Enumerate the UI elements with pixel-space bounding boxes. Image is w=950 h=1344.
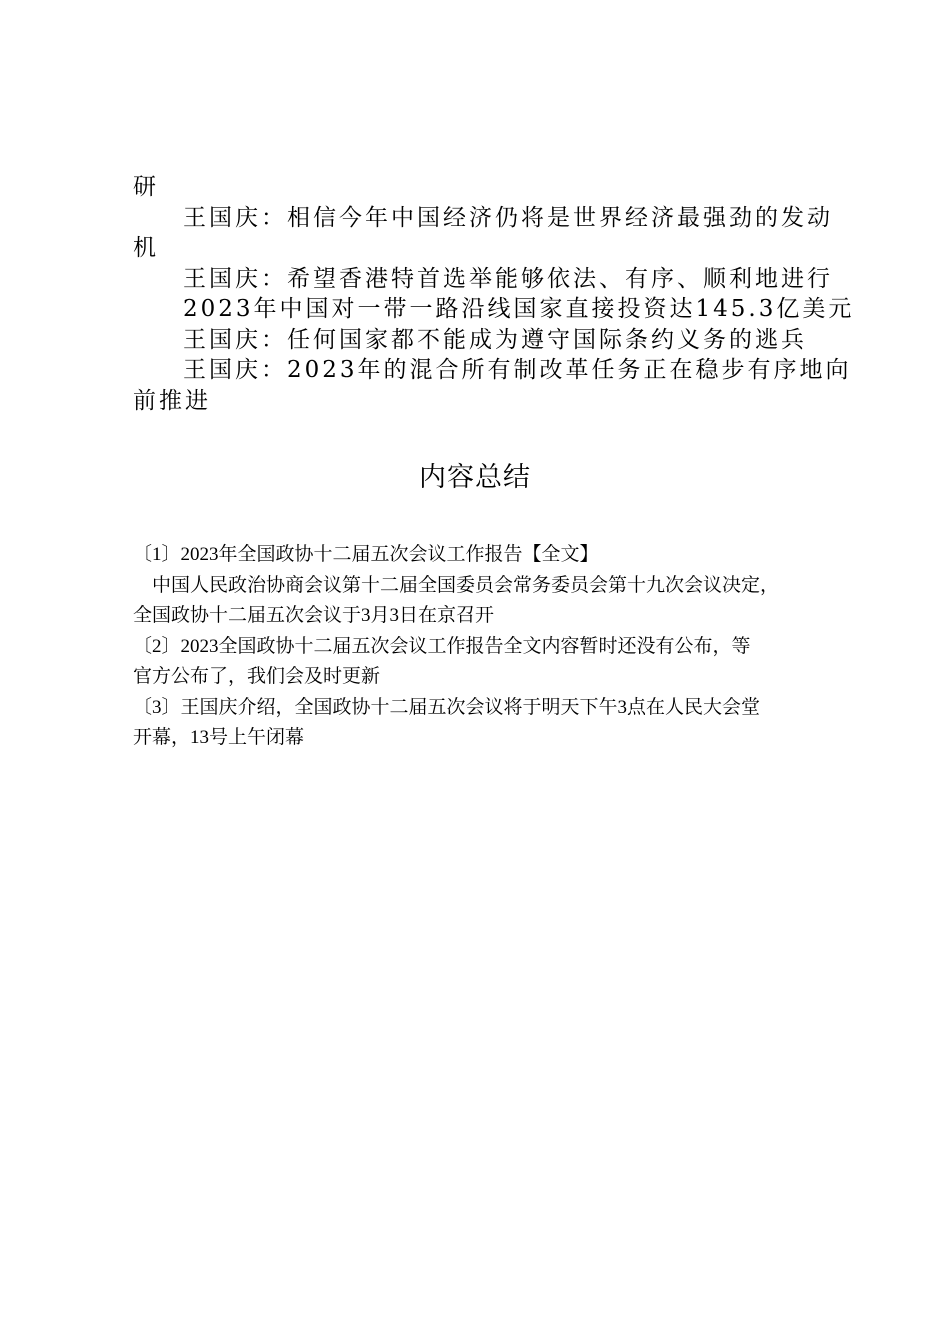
article-link[interactable]: 王国庆：希望香港特首选举能够依法、有序、顺利地进行 [183,265,833,292]
summary-line: 中国人民政治协商会议第十二届全国委员会常务委员会第十九次会议决定， [152,574,780,596]
summary-title: 内容总结 [419,462,531,493]
summary-line: 开幕，13号上午闭幕 [133,727,305,748]
article-link[interactable]: 王国庆：相信今年中国经济仍将是世界经济最强劲的发动 [183,204,833,231]
article-list [133,172,855,416]
article-link[interactable]: 2023年中国对一带一路沿线国家直接投资达145.3亿美元 [183,296,855,322]
summary-line: 全国政协十二届五次会议于3月3日在京召开 [133,605,495,626]
summary-line: 〔2〕2023全国政协十二届五次会议工作报告全文内容暂时还没有公布，等 [133,635,751,657]
summary-line: 〔3〕王国庆介绍，全国政协十二届五次会议将于明天下午3点在人民大会堂 [133,696,761,718]
summary-line: 官方公布了，我们会及时更新 [133,666,381,687]
text-line: 机 [133,235,159,261]
summary-line: 〔1〕2023年全国政协十二届五次会议工作报告【全文】 [133,544,599,565]
article-link[interactable]: 王国庆：任何国家都不能成为遵守国际条约义务的逃兵 [183,326,807,353]
summary-body [133,540,833,754]
text-line: 前推进 [133,387,211,414]
article-link[interactable]: 王国庆：2023年的混合所有制改革任务正在稳步有序地向 [183,357,852,383]
text-line: 研 [133,174,159,200]
